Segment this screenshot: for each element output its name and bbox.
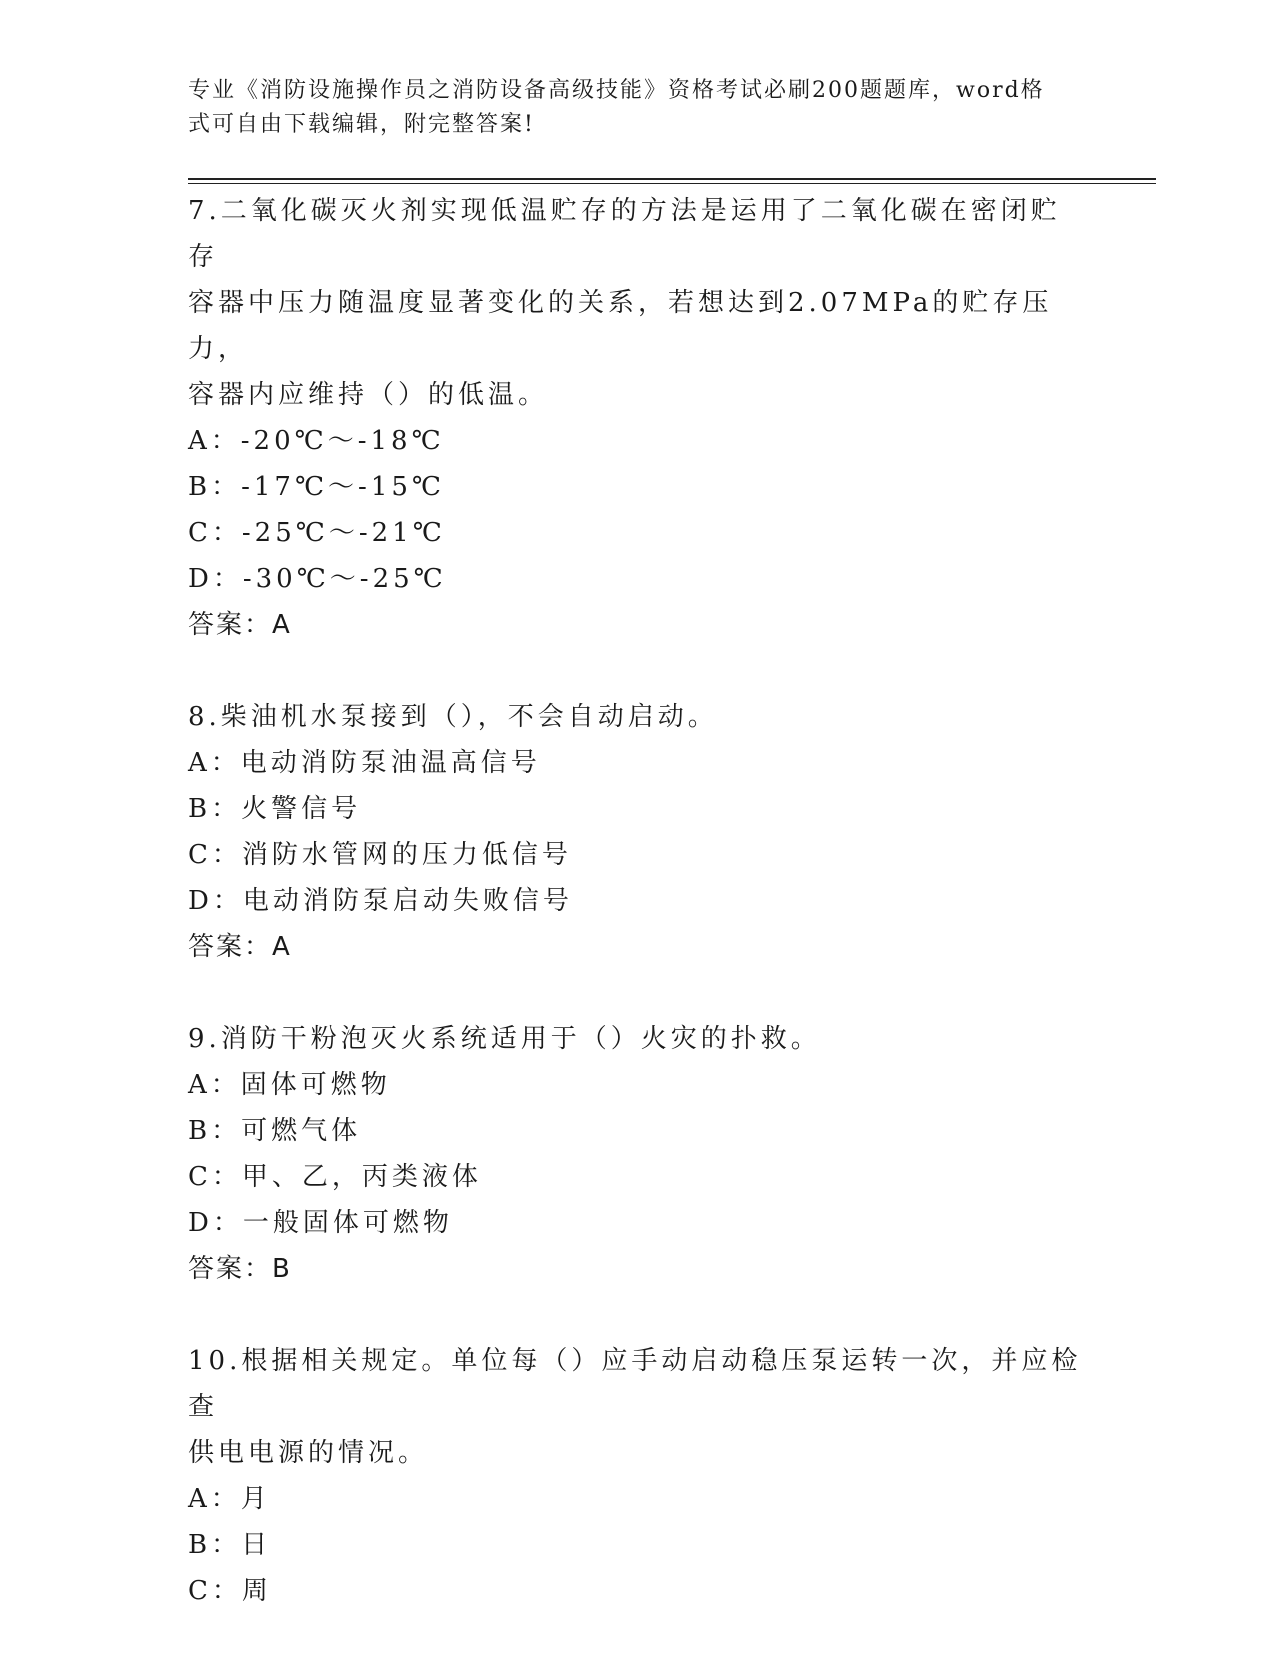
option-c: C：消防水管网的压力低信号 [188, 840, 572, 870]
option-c: C：周 [188, 1576, 272, 1606]
question-stem-line: 容器中压力随温度显著变化的关系，若想达到2.07MPa的贮存压力， [188, 288, 1053, 364]
option-a: A：电动消防泵油温高信号 [188, 748, 541, 778]
header-divider-thick [188, 178, 1156, 180]
option-d: D：-30℃～-25℃ [188, 564, 447, 594]
answer-line: 答案：A [188, 932, 292, 962]
answer-line: 答案：A [188, 610, 292, 640]
option-b: B：火警信号 [188, 794, 362, 824]
question-stem-line: 7.二氧化碳灭火剂实现低温贮存的方法是运用了二氧化碳在密闭贮存 [188, 196, 1061, 272]
option-a: A：月 [188, 1484, 271, 1514]
question-7 [188, 188, 1088, 648]
answer-line: 答案：B [188, 1254, 292, 1284]
option-a: A：-20℃～-18℃ [188, 426, 445, 456]
question-10 [188, 1338, 1088, 1614]
option-d: D：电动消防泵启动失败信号 [188, 886, 573, 916]
option-c: C：甲、乙，丙类液体 [188, 1162, 482, 1192]
question-8 [188, 694, 1088, 970]
question-9 [188, 1016, 1088, 1292]
document-header [188, 74, 1078, 142]
option-b: B：-17℃～-15℃ [188, 472, 446, 502]
option-c: C：-25℃～-21℃ [188, 518, 446, 548]
question-stem-line: 10.根据相关规定。单位每（）应手动启动稳压泵运转一次，并应检查 [188, 1346, 1082, 1422]
question-list [188, 188, 1088, 1660]
option-b: B：日 [188, 1530, 272, 1560]
question-stem-line: 供电电源的情况。 [188, 1438, 429, 1468]
question-stem-line: 容器内应维持（）的低温。 [188, 380, 549, 410]
option-d: D：一般固体可燃物 [188, 1208, 453, 1238]
question-stem-line: 8.柴油机水泵接到（），不会自动启动。 [188, 702, 718, 732]
header-line-2: 式可自由下载编辑，附完整答案! [188, 112, 535, 137]
header-divider-thin [188, 183, 1156, 184]
header-line-1: 专业《消防设施操作员之消防设备高级技能》资格考试必刷200题题库，word格 [188, 78, 1045, 103]
question-stem-line: 9.消防干粉泡灭火系统适用于（）火灾的扑救。 [188, 1024, 821, 1054]
option-a: A：固体可燃物 [188, 1070, 391, 1100]
option-b: B：可燃气体 [188, 1116, 362, 1146]
